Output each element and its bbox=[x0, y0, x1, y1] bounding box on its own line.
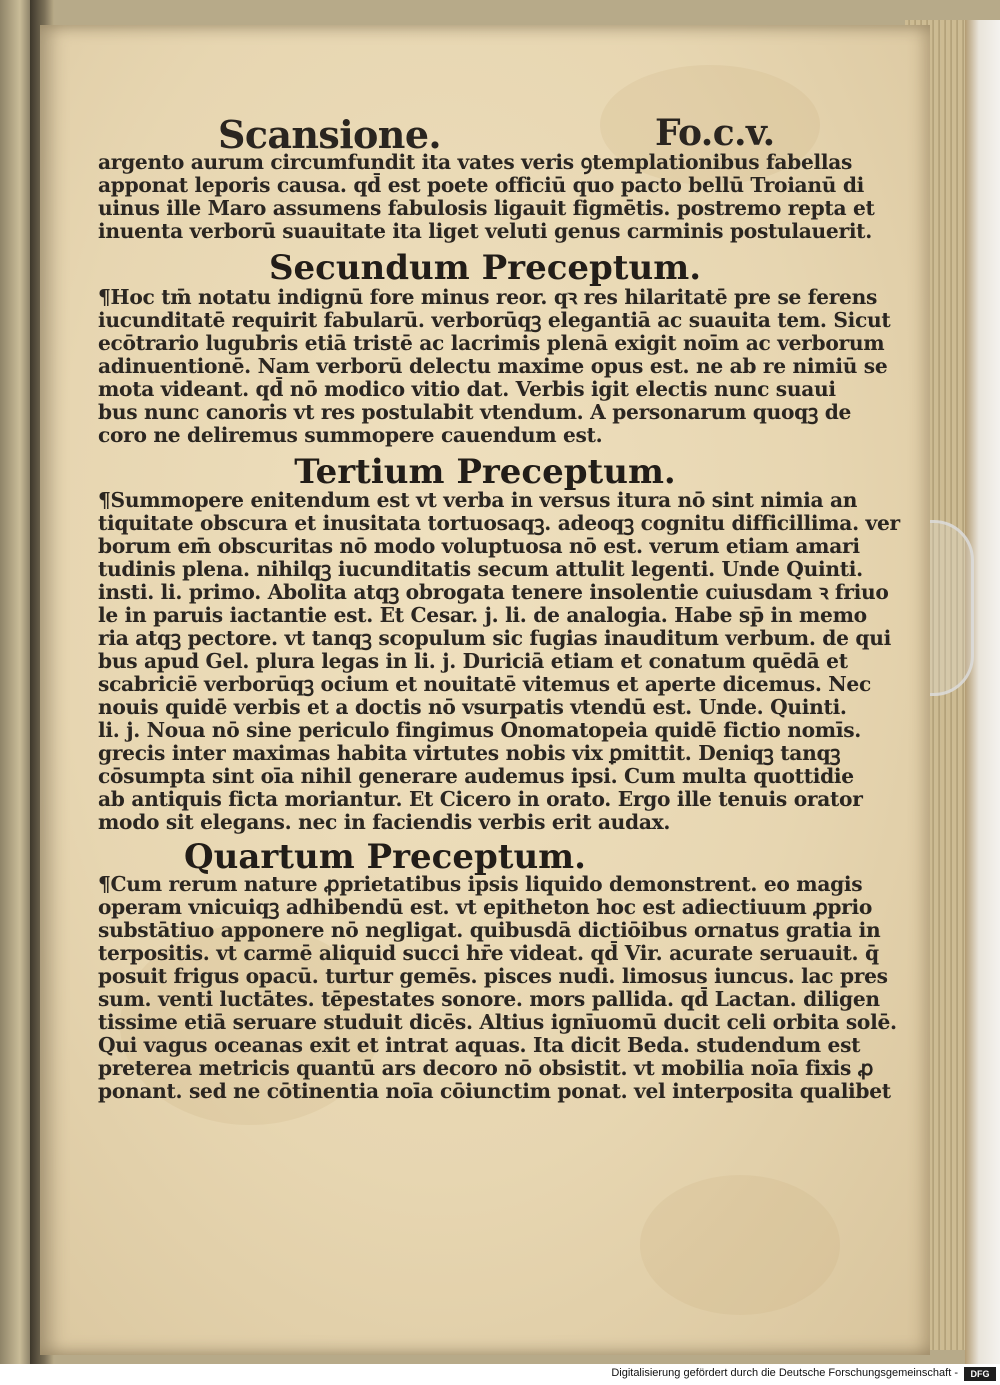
book-page bbox=[40, 25, 930, 1355]
text-line: inuenta verborū suauitate ita liget veluti genus carminis postulauerit. bbox=[98, 219, 872, 243]
text-line: tudinis plena. nihilqꝫ iucunditatis secum attulit legenti. Unde Quinti. bbox=[98, 557, 863, 581]
text-line: operam vnicuiqꝫ adhibendū est. vt epitheton hoc est adiectiuum ꝓprio bbox=[98, 895, 873, 919]
text-line: tiquitate obscura et inusitata tortuosaqꝫ. adeoqꝫ cognitu difficillima. ver bbox=[98, 511, 900, 535]
funding-credit: Digitalisierung gefördert durch die Deutsche Forschungsgemeinschaft - bbox=[611, 1367, 958, 1379]
text-line: bus apud Gel. plura legas in li. j. Duriciā etiam et conatum quēdā et bbox=[98, 649, 848, 673]
text-line: grecis inter maximas habita virtutes nobis vix ꝑmittit. Deniqꝫ tanqꝫ bbox=[98, 741, 841, 765]
dfg-logo: DFG bbox=[964, 1367, 996, 1381]
text-line: preterea metricis quantū ars decoro nō obsistit. vt mobilia noīa fixis ꝓ bbox=[98, 1056, 874, 1080]
text-line: borum em̄ obscuritas nō modo voluptuosa nō est. verum etiam amari bbox=[98, 534, 860, 558]
text-line: le in paruis iactantie est. Et Cesar. j. li. de analogia. Habe sp̄ in memo bbox=[98, 603, 867, 627]
running-head-left: Scansione. bbox=[218, 112, 442, 157]
text-line: bus nunc canoris vt res postulabit vtendum. A personarum quoqꝫ de bbox=[98, 400, 852, 424]
page-stack-shadow bbox=[965, 20, 1000, 1364]
text-line: modo sit elegans. nec in faciendis verbis erit audax. bbox=[98, 810, 671, 834]
text-line: ¶Summopere enitendum est vt verba in versus itura nō sint nimia an bbox=[98, 488, 858, 512]
text-line: ¶Cum rerum nature ꝓprietatibus ipsis liquido demonstrent. eo magis bbox=[98, 872, 863, 896]
text-line: uinus ille Maro assumens fabulosis ligauit figmētis. postremo repta et bbox=[98, 196, 875, 220]
text-line: terpositis. vt carmē aliquid succi hr̄e videat. qd̄ Vir. acurate seruauit. q̄ bbox=[98, 941, 879, 965]
text-line: ria atqꝫ pectore. vt tanqꝫ scopulum sic fugias inauditum verbum. de qui bbox=[98, 626, 891, 650]
text-line: sum. venti luctātes. tēpestates sonore. mors pallida. qd̄ Lactan. diligen bbox=[98, 987, 880, 1011]
text-line: apponat leporis causa. qd̄ est poete officiū quo pacto bellū Troianū di bbox=[98, 173, 865, 197]
text-line: argento aurum circumfundit ita vates veris ꝯtemplationibus fabellas bbox=[98, 150, 853, 174]
section-heading: Quartum Preceptum. bbox=[184, 837, 586, 877]
text-line: adinuentionē. Nam verborū delectu maxime opus est. ne ab re nimiū se bbox=[98, 354, 888, 378]
text-line: ecōtrario lugubris etiā tristē ac lacrimis plenā exigit noīm ac verborum bbox=[98, 331, 885, 355]
text-line: ¶Hoc tm̄ notatu indignū fore minus reor. qꝛ res hilaritatē pre se ferens bbox=[98, 285, 878, 309]
text-line: scabriciē verborūqꝫ ocium et nouitatē vitemus et aperte dicemus. Nec bbox=[98, 672, 871, 696]
text-line: posuit frigus opacū. turtur gemēs. pisces nudi. limosus iuncus. lac pres bbox=[98, 964, 888, 988]
text-line: coro ne deliremus summopere cauendum est. bbox=[98, 423, 603, 447]
footer-bar bbox=[0, 1364, 1000, 1385]
section-heading: Secundum Preceptum. bbox=[268, 248, 702, 288]
text-line: substātiuo apponere nō negligat. quibusdā dictiōibus ornatus gratia in bbox=[98, 918, 881, 942]
text-line: ponant. sed ne cōtinentia noīa cōiunctim ponat. vel interposita qualibet bbox=[98, 1079, 891, 1103]
paper-stain bbox=[640, 1175, 840, 1315]
text-line: insti. li. primo. Abolita atqꝫ obrogata tenere insolentie cuiusdam ꝛ friuo bbox=[98, 580, 889, 604]
text-line: mota videant. qd̄ nō modico vitio dat. Verbis igit electis nunc suaui bbox=[98, 377, 836, 401]
text-line: li. j. Noua nō sine periculo fingimus Onomatopeia quidē fictio nomīs. bbox=[98, 718, 861, 742]
text-line: Qui vagus oceanas exit et intrat aquas. Ita dicit Beda. studendum est bbox=[98, 1033, 861, 1057]
section-heading: Tertium Preceptum. bbox=[294, 452, 676, 492]
folio-number: Fo.c.v. bbox=[655, 112, 775, 154]
text-line: nouis quidē verbis et a doctis nō vsurpatis vtendū est. Unde. Quinti. bbox=[98, 695, 847, 719]
text-line: ab antiquis ficta moriantur. Et Cicero in orato. Ergo ille tenuis orator bbox=[98, 787, 863, 811]
text-line: iucunditatē requirit fabularū. verborūqꝫ elegantiā ac suauita tem. Sicut bbox=[98, 308, 891, 332]
text-line: cōsumpta sint oīa nihil generare audemus ipsi. Cum multa quottidie bbox=[98, 764, 854, 788]
text-line: tissime etiā seruare studuit dicēs. Altius ignīuomū ducit celi orbita solē. bbox=[98, 1010, 897, 1034]
